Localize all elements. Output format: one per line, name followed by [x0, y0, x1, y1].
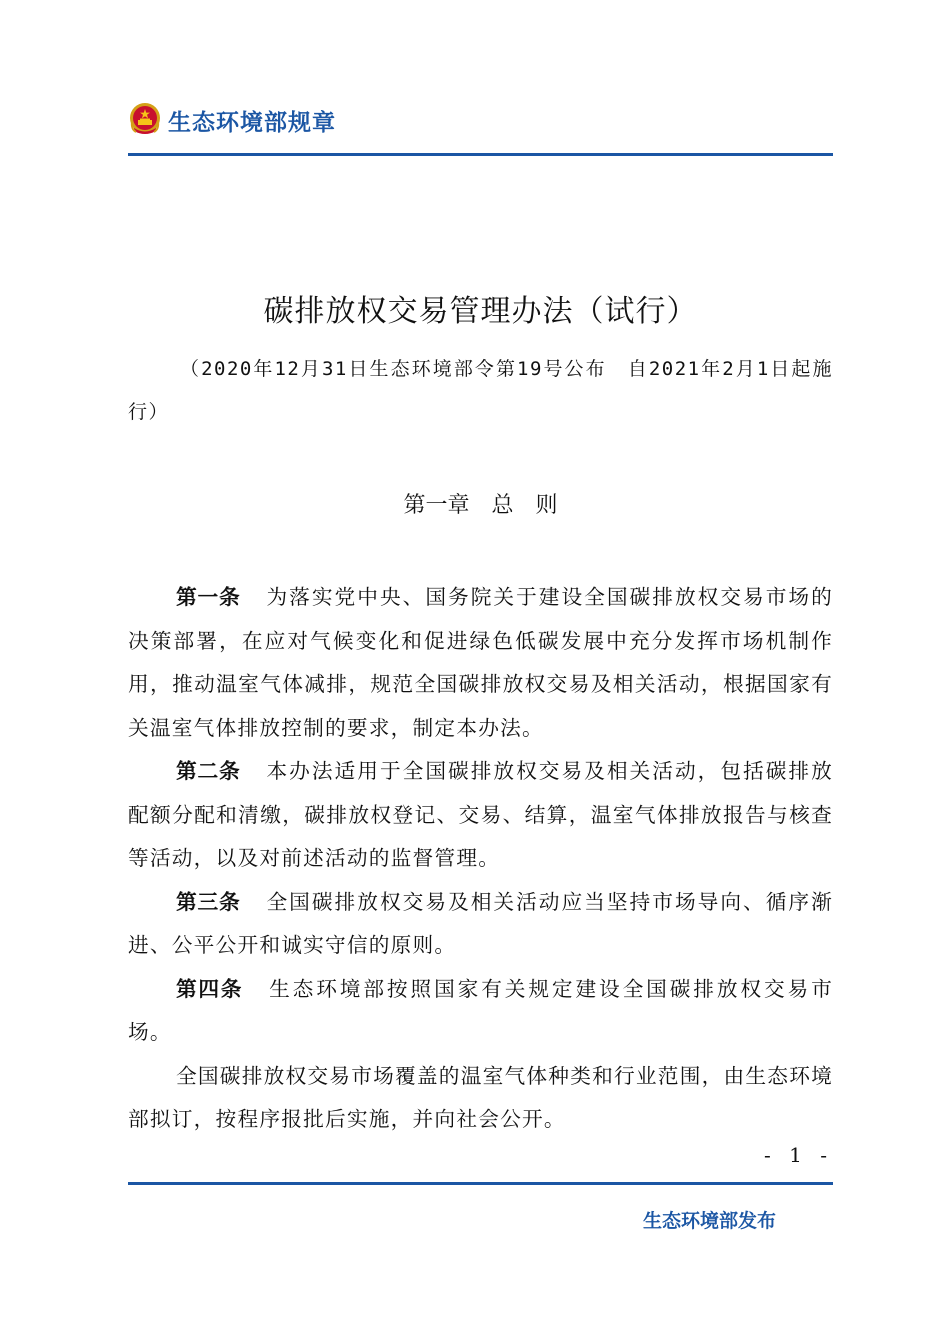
- header-divider: [128, 153, 833, 156]
- article-text: 全国碳排放权交易及相关活动应当坚持市场导向、循序渐进、公平公开和诚实守信的原则。: [128, 889, 833, 957]
- article-label: 第二条: [176, 759, 241, 783]
- article-text: 生态环境部按照国家有关规定建设全国碳排放权交易市场。: [128, 976, 833, 1044]
- footer-divider: [128, 1182, 833, 1185]
- footer-publisher: 生态环境部发布: [642, 1210, 776, 1232]
- document-subtitle: （2020年12月31日生态环境部令第19号公布 自2021年2月1日起施行）: [128, 358, 833, 423]
- article-2: [128, 750, 833, 881]
- article-4: [128, 968, 833, 1055]
- document-title: 碳排放权交易管理办法（试行）: [263, 294, 698, 329]
- article-label: 第四条: [176, 976, 244, 1001]
- page-number: - 1 -: [764, 1143, 833, 1167]
- article-label: 第三条: [176, 889, 241, 914]
- article-4-paragraph-2: [128, 1055, 833, 1142]
- header-title: 生态环境部规章: [168, 110, 336, 136]
- national-emblem-icon: [128, 102, 162, 136]
- article-3: [128, 881, 833, 968]
- document-body: [128, 576, 833, 1142]
- page-header: [128, 100, 833, 140]
- article-label: 第一条: [176, 585, 241, 609]
- article-1: [128, 576, 833, 750]
- chapter-heading: 第一章 总 则: [403, 493, 558, 518]
- article-text: 为落实党中央、国务院关于建设全国碳排放权交易市场的决策部署，在应对气候变化和促进绿色低碳发展中充分发挥市场机制作用，推动温室气体减排，规范全国碳排放权交易及相关活动，根据国家有关温室气体排放控制的要求，制定本办法。: [128, 585, 833, 740]
- article-text: 本办法适用于全国碳排放权交易及相关活动，包括碳排放配额分配和清缴，碳排放权登记、交易、结算，温室气体排放报告与核查等活动，以及对前述活动的监督管理。: [128, 759, 833, 870]
- article-text: 全国碳排放权交易市场覆盖的温室气体种类和行业范围，由生态环境部拟订，按程序报批后实施，并向社会公开。: [128, 1063, 833, 1131]
